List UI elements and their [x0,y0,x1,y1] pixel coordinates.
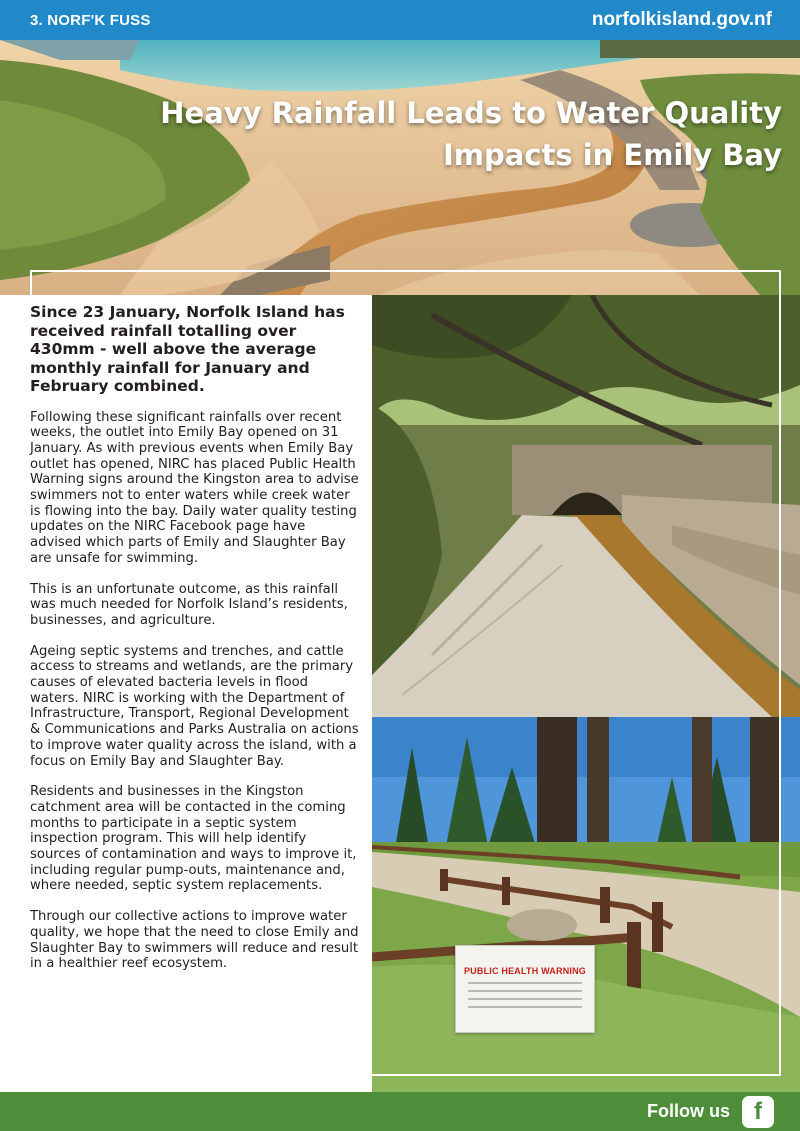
article-paragraph: Through our collective actions to improve water quality, we hope that the need to close Emily and Slaughter Bay to swimmers will reduce and result in a healthier reef ecosystem. [30,909,359,972]
top-bar [0,0,800,40]
article-paragraph: This is an unfortunate outcome, as this rainfall was much needed for Norfolk Island’s residents, businesses, and agriculture. [30,581,348,628]
facebook-icon[interactable] [742,1096,774,1128]
article-paragraph: Ageing septic systems and trenches, and cattle access to streams and wetlands, are the primary causes of elevated bacteria levels in flood waters. NIRC is working with the Department of Infrastructure, Transport, Regional Development & Communications and Parks Australia on actions to improve water quality across the island, with a focus on Emily Bay and Slaughter Bay. [30,643,359,769]
section-label: 3. NORF'K FUSS [30,11,151,29]
hero-image [0,40,800,295]
article-paragraph: Following these significant rainfalls over recent weeks, the outlet into Emily Bay opened on 31 January. As with previous events when Emily Bay outlet has opened, NIRC has placed Public Health Warning signs around the Kingston area to advise swimmers not to enter waters while creek water is flowing into the bay. Daily water quality testing updates on the NIRC Facebook page have advised which parts of Emily and Slaughter Bay are unsafe for swimming. [30,409,359,566]
sign-text-line [468,982,582,984]
public-health-warning-sign [455,945,595,1033]
follow-us-label: Follow us [647,1101,730,1121]
facebook-glyph: f [754,1097,762,1125]
warning-sign-title: PUBLIC HEALTH WARNING [463,966,587,976]
title-line-2: Impacts in Emily Bay [442,138,782,172]
warning-sign-photo [372,717,800,1092]
footer-bar [0,1092,800,1131]
article-lead: Since 23 January, Norfolk Island has received rainfall totalling over 430mm - well above the average monthly rainfall for January and February combined. [30,303,345,395]
sign-text-line [468,990,582,992]
website-link[interactable]: norfolkisland.gov.nf [591,9,772,30]
sign-text-line [468,998,582,1000]
sign-text-line [468,1006,582,1008]
title-line-1: Heavy Rainfall Leads to Water Quality [160,96,782,130]
article-body [16,295,371,1080]
creek-outlet-photo [372,295,800,717]
article-paragraph: Residents and businesses in the Kingston catchment area will be contacted in the coming months to participate in a septic system inspection program. This will help identify sources of contamination and ways to improve it, including regular pump-outs, maintenance and, where needed, septic system replacements. [30,784,357,894]
page-title [102,92,782,176]
